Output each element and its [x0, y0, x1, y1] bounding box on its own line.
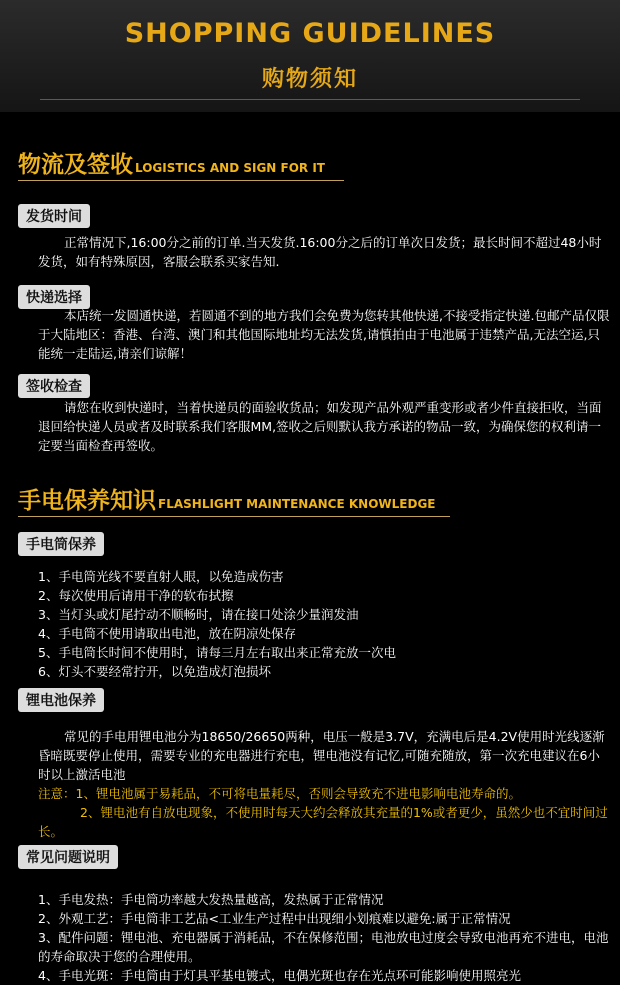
- maintenance-section-title: [18, 482, 436, 515]
- logistics-section-title: [18, 146, 325, 179]
- list-item: 6、灯头不要经常拧开，以免造成灯泡损坏: [38, 664, 271, 679]
- list-item: 4、手电筒不使用请取出电池，放在阴凉处保存: [38, 626, 296, 641]
- header-title-en: SHOPPING GUIDELINES: [124, 18, 496, 49]
- list-item: 3、配件问题：锂电池、充电器属于消耗品，不在保修范围；电池放电过度会导致电池再充不进电，电池的寿命取决于您的合理使用。: [38, 930, 609, 964]
- list-item: 1、手电筒光线不要直射人眼，以免造成伤害: [38, 569, 284, 584]
- shipping-time-label: 发货时间: [18, 204, 90, 228]
- maintenance-title-en: FLASHLIGHT MAINTENANCE KNOWLEDGE: [158, 497, 436, 511]
- courier-text: 本店统一发圆通快递，若圆通不到的地方我们会免费为您转其他快递,不接受指定快递.包邮产品仅限于大陆地区：香港、台湾、澳门和其他国际地址均无法发货,请慎拍由于电池属于违禁产品,无法空运,只能统一走陆运,请亲们谅解！: [38, 308, 610, 361]
- inspection-text: 请您在收到快递时，当着快递员的面验收货品；如发现产品外观严重变形或者少件直接拒收，当面退回给快递人员或者及时联系我们客服MM,签收之后则默认我方承诺的物品一致，为确保您的权利请一定要当面检查再签收。: [38, 400, 602, 453]
- list-item: 2、外观工艺：手电筒非工艺品<工业生产过程中出现细小划痕难以避免:属于正常情况: [38, 911, 511, 926]
- list-item: 4、手电光斑：手电筒由于灯具平基电镀式，电偶光斑也存在光点环可能影响使用照亮光: [38, 968, 521, 983]
- header-title-cn: 购物须知: [261, 67, 358, 92]
- list-item: 3、当灯头或灯尾拧动不顺畅时，请在接口处涂少量润发油: [38, 607, 359, 622]
- shipping-time-text: 正常情况下,16:00分之前的订单.当天发货.16:00分之后的订单次日发货；最长时间不超过48小时发货，如有特殊原因，客服会联系买家告知.: [38, 235, 602, 269]
- faq-list: [38, 890, 610, 985]
- battery-care-text: 常见的手电用锂电池分为18650/26650两种，电压一般是3.7V，充满电后是4.2V使用时光线逐渐昏暗既要停止使用，需要专业的充电器进行充电，锂电池没有记忆,可随充随放，第一次充电建议在6小时以上激活电池: [38, 729, 605, 782]
- battery-note-2: 2、锂电池有自放电现象，不使用时每天大约会释放其充量的1%或者更少，虽然少也不宜时间过长。: [38, 805, 608, 839]
- inspection-label: 签收检查: [18, 374, 90, 398]
- logistics-underline: [18, 180, 344, 181]
- faq-label: 常见问题说明: [18, 845, 118, 869]
- header-divider: [40, 99, 580, 100]
- logistics-title-en: LOGISTICS AND SIGN FOR IT: [135, 161, 325, 175]
- maintenance-title-cn: 手电保养知识: [18, 488, 156, 514]
- page-header: [0, 0, 620, 112]
- logistics-title-cn: 物流及签收: [18, 152, 133, 178]
- list-item: 5、手电筒长时间不使用时，请每三月左右取出来正常充放一次电: [38, 645, 396, 660]
- list-item: 1、手电发热：手电筒功率越大发热量越高，发热属于正常情况: [38, 892, 384, 907]
- courier-label: 快递选择: [18, 285, 90, 309]
- flashlight-care-list: [38, 567, 610, 681]
- flashlight-care-label: 手电筒保养: [18, 532, 104, 556]
- maintenance-underline: [18, 516, 450, 517]
- list-item: 2、每次使用后请用干净的软布拭擦: [38, 588, 234, 603]
- battery-care-label: 锂电池保养: [18, 688, 104, 712]
- battery-note-1: 注意：1、锂电池属于易耗品，不可将电量耗尽，否则会导致充不进电影响电池寿命的。: [38, 786, 521, 801]
